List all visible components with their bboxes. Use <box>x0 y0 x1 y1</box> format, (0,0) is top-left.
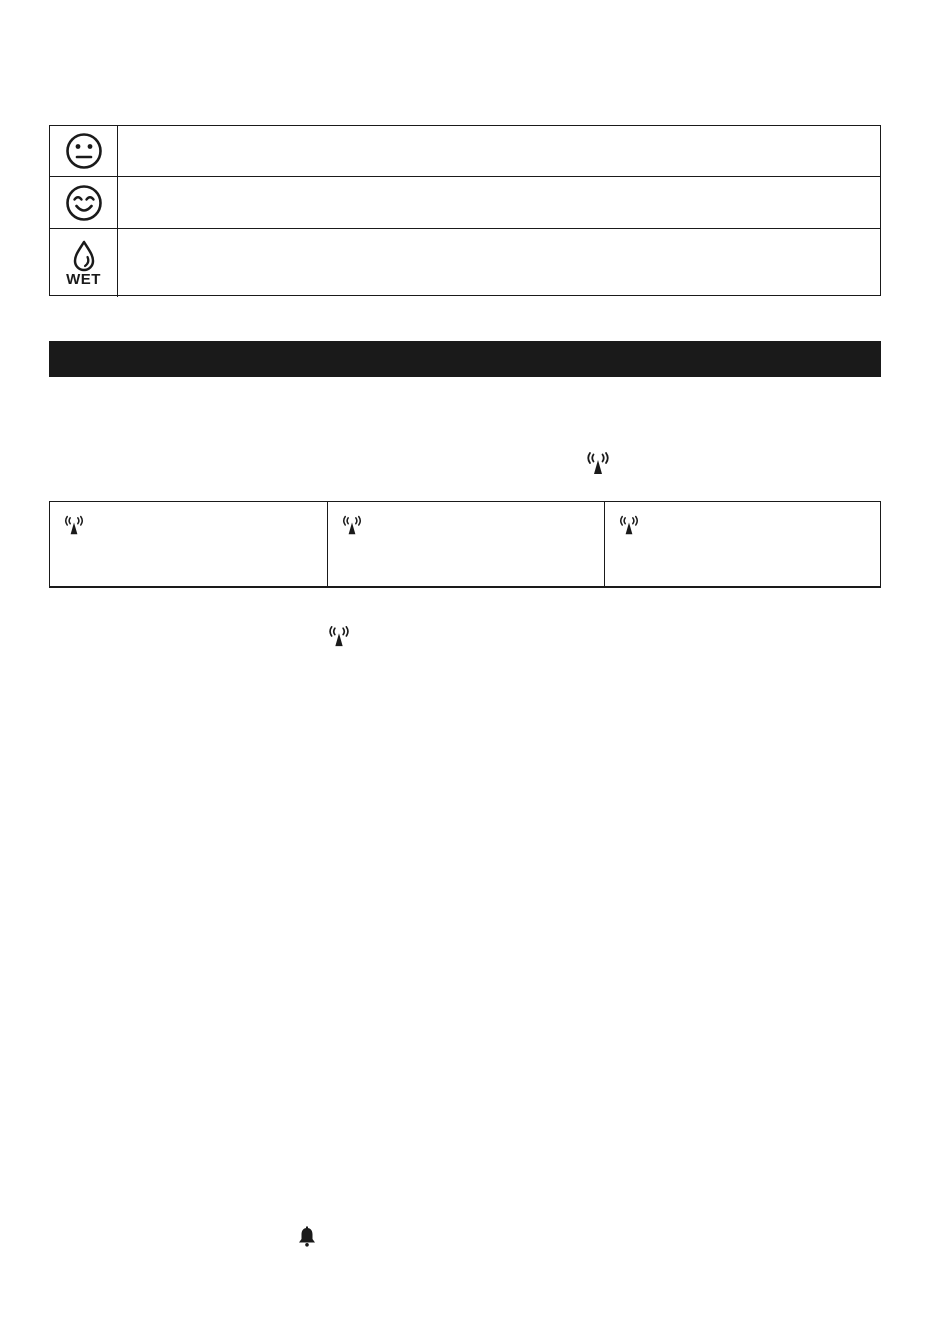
comfort-description <box>118 229 880 297</box>
signal-cell <box>604 502 880 586</box>
antenna-signal-icon <box>63 514 85 536</box>
comfort-indicator-table <box>49 125 881 296</box>
smiling-face-icon <box>65 184 103 222</box>
neutral-face-icon <box>65 132 103 170</box>
antenna-signal-icon <box>585 451 611 475</box>
antenna-signal-icon <box>327 625 351 647</box>
bell-icon <box>297 1226 317 1248</box>
section-header-bar <box>49 341 881 377</box>
comfort-row-wet <box>50 229 880 297</box>
comfort-description <box>118 126 880 176</box>
comfort-description <box>118 177 880 228</box>
signal-cell <box>50 502 327 586</box>
comfort-row-comfortable <box>50 177 880 229</box>
antenna-signal-icon <box>341 514 363 536</box>
antenna-signal-icon <box>618 514 640 536</box>
comfort-row-neutral <box>50 126 880 177</box>
water-drop-icon <box>72 240 96 272</box>
signal-cell <box>327 502 604 586</box>
signal-strength-table <box>49 501 881 588</box>
wet-label: WET <box>66 270 101 288</box>
